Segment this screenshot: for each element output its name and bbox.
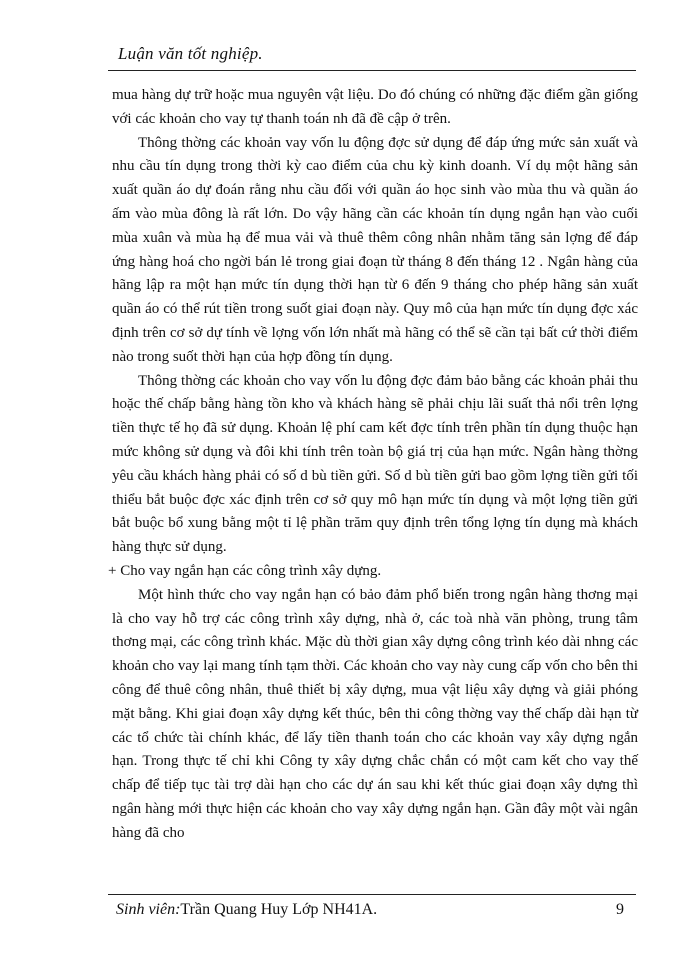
footer-student	[116, 901, 377, 919]
section-heading-construction-loans: + Cho vay ngắn hạn các công trình xây dựng.	[108, 562, 382, 579]
paragraph-continuation: mua hàng dự trữ hoặc mua nguyên vật liệu. Do đó chúng có những đặc điểm gần giống với các khoản cho vay tự thanh toán nh đã đề cập ở trên.	[112, 87, 638, 127]
paragraph-construction-loans: Một hình thức cho vay ngắn hạn có bảo đảm phổ biến trong ngân hàng thơng mại là cho vay hỗ trợ các công trình xây dựng, nhà ở, các toà nhà văn phòng, trung tâm thơng mại, các công trình khác. Mặc dù thời gian xây dựng công trình kéo dài nhng các khoản cho vay lại mang tính tạm thời. Các khoản cho vay này cung cấp vốn cho bên thi công để thuê công nhân, thuê thiết bị xây dựng, mua vật liệu xây dựng và giải phóng mặt bằng. Khi giai đoạn xây dựng kết thúc, bên thi công thờng vay thế chấp dài hạn từ các tổ chức tài chính khác, để lấy tiền thanh toán cho các khoản vay xây dựng ngắn hạn. Trong thực tế chỉ khi Công ty xây dựng chắc chắn có một cam kết cho vay thế chấp để tiếp tục tài trợ dài hạn cho các dự án sau khi kết thúc giai đoạn xây dựng thì ngân hàng mới thực hiện các khoản cho vay xây dựng ngắn hạn. Gần đây một vài ngân hàng đã cho	[112, 586, 638, 841]
paragraph-working-capital-loans: Thông thờng các khoản vay vốn lu động đợc sử dụng để đáp ứng mức sản xuất và nhu cầu tín dụng trong thời kỳ cao điểm của chu kỳ kinh doanh. Ví dụ một hãng sản xuất quần áo dự đoán rằng nhu cầu đối với quần áo học sinh vào mùa thu và quần áo ấm vào mùa đông là rất lớn. Do vậy hãng cần các khoản tín dụng ngắn hạn vào cuối mùa xuân và mùa hạ để mua vải và thuê thêm công nhân nhằm tăng sản lợng để đáp ứng hàng hoá cho ngời bán lẻ trong giai đoạn từ tháng 8 đến tháng 12 . Ngân hàng của hãng lập ra một hạn mức tín dụng thời hạn từ 6 đến 9 tháng cho phép hãng sản xuất quần áo có thể rút tiền trong suốt giai đoạn này. Quy mô của hạn mức tín dụng đợc xác định trên cơ sở dự tính về lợng vốn lớn nhất mà hãng có thể sẽ cần tại bất cứ thời điểm nào trong suốt thời hạn của hợp đồng tín dụng.	[112, 134, 638, 365]
footer-student-name: Trần Quang Huy Lớp NH41A.	[180, 901, 378, 918]
document-body	[108, 84, 638, 846]
footer-student-label: Sinh viên:	[116, 901, 181, 918]
footer-divider	[108, 894, 636, 895]
page-number: 9	[616, 901, 624, 918]
header-divider	[108, 70, 636, 71]
running-header: Luận văn tốt nghiệp.	[118, 44, 263, 63]
paragraph-collateral-and-fees: Thông thờng các khoản cho vay vốn lu động đợc đảm bảo bằng các khoản phải thu hoặc thế chấp bằng hàng tồn kho và khách hàng sẽ phải chịu lãi suất thả nổi trên lợng tiền thực tế họ đã sử dụng. Khoản lệ phí cam kết đợc tính trên phần tín dụng thuộc hạn mức không sử dụng và đôi khi tính trên toàn bộ giá trị của hạn mức. Ngân hàng thờng yêu cầu khách hàng phải có số d bù tiền gửi. Số d bù tiền gửi bao gồm lợng tiền gửi tối thiểu bắt buộc đợc xác định trên cơ sở quy mô hạn mức tín dụng và một lợng tiền gửi bắt buộc bổ xung bằng một tỉ lệ phần trăm quy định trên tổng lợng tín dụng mà khách hàng thực sử dụng.	[112, 372, 638, 556]
